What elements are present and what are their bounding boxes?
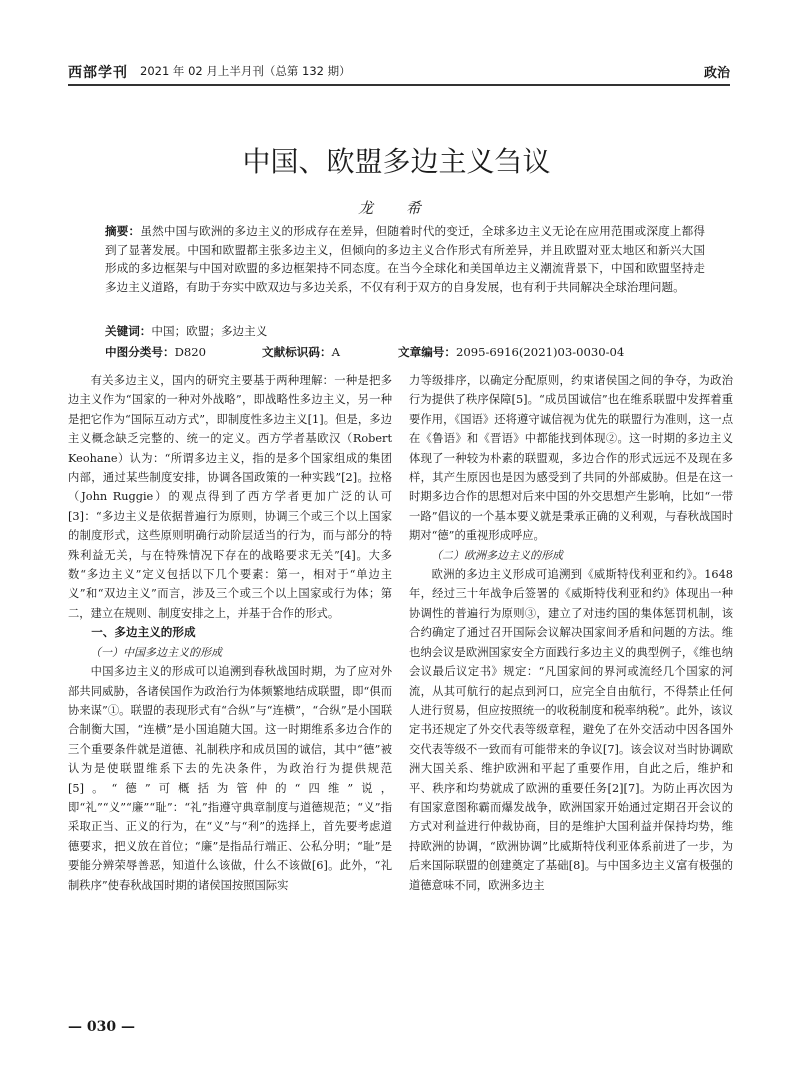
issue-info: 2021 年 02 月上半月刊（总第 132 期） [140, 64, 351, 78]
abstract [105, 222, 705, 296]
body-column-right [409, 371, 733, 895]
clc-number: 中图分类号：D820 [105, 345, 207, 359]
section-tag: 政治 [703, 66, 730, 81]
subsection-heading: （二）欧洲多边主义的形成 [431, 548, 563, 562]
keywords-text: 中国；欧盟；多边主义 [151, 324, 268, 338]
abstract-text: 虽然中国与欧洲的多边主义的形成存在差异，但随着时代的变迁，全球多边主义无论在应用范围或深度上都得到了显著发展。中国和欧盟都主张多边主义，但倾向的多边主义合作形式有所差异，并且欧盟对亚太地区和新兴大国形成的多边框架与中国对欧盟的多边框架持不同态度。在当今全球化和美国单边主义潮流背景下，中国和欧盟坚持走多边主义道路，有助于夯实中欧双边与多边关系，不仅有利于双方的自身发展，也有利于共同解决全球治理问题。 [105, 224, 705, 294]
journal-logo: 西部学刊 [68, 65, 128, 81]
section-heading: 一、多边主义的形成 [91, 625, 196, 640]
europe-paragraph: 欧洲的多边主义形成可追溯到《威斯特伐利亚和约》。1648 年，经过三十年战争后签署的《威斯特伐利亚和约》体现出一种协调性的普遍行为原则③，建立了对违约国的集体惩罚机制，该合约确定了通过召开国际会议解决国家间矛盾和问题的方法。维也纳会议是欧洲国家安全方面践行多边主义的典型例子，《维也纳会议最后议定书》规定：“凡国家间的界河或流经几个国家的河流，从其可航行的起点到河口，应完全自由航行，不得禁止任何人进行贸易，但应按照统一的收税制度和税率纳税”。此外，该议定书还规定了外交代表等级章程，避免了在外交活动中因各国外交代表等级不一致而有可能带来的争议[7]。该会议对当时协调欧洲大国关系、维护欧洲和平起了重要作用，自此之后，维护和平、秩序和均势就成了欧洲的重要任务[2][7]。为防止再次因为有国家意图称霸而爆发战争，欧洲国家开始通过定期召开会议的方式对利益进行仲裁协商，目的是维护大国利益并保持均势，维持欧洲的协调，“欧洲协调”比威斯特伐利亚体系前进了一步，为后来国际联盟的创建奠定了基础[8]。与中国多边主义富有极强的道德意味不同，欧洲多边主 [409, 568, 733, 892]
abstract-label: 摘要： [105, 224, 141, 238]
china-paragraph: 中国多边主义的形成可以追溯到春秋战国时期，为了应对外部共同威胁，各诸侯国作为政治行为体频繁地结成联盟，即“俱而协来谋”①。联盟的表现形式有“合纵”与“连横”，“合纵”是小国联合制衡大国，“连横”是小国追随大国。这一时期维系多边合作的三个重要条件就是道德、礼制秩序和成员国的诚信，其中“德”被认为是使联盟维系下去的先决条件，为政治行为提供规范[5]。“德”可概括为管仲的“四维”说，即“礼”“义”“廉”“耻”：“礼”指遵守典章制度与道德规范；“义”指采取正当、正义的行为，在“义”与“利”的选择上，首先要考虑道德要求，把义放在首位；“廉”是指品行端正、公私分明；“耻”是要能分辨荣辱善恶，知道什么该做，什么不该做[6]。此外，“礼制秩序”使春秋战国时期的诸侯国按照国际实 [68, 665, 392, 892]
subsection-heading: （一）中国多边主义的形成 [90, 645, 222, 659]
page-number: — 030 — [68, 1019, 135, 1035]
article-title: 中国、欧盟多边主义刍议 [242, 145, 551, 178]
body-column-left [68, 371, 392, 895]
intro-paragraph: 有关多边主义，国内的研究主要基于两种理解：一种是把多边主义作为“国家的一种对外战略”，即战略性多边主义，另一种是把它作为“国际互动方式”，即制度性多边主义[1]。但是，多边主义概念缺乏完整的、统一的定义。西方学者基欧汉（Robert Keohane）认为：“所谓多边主义，指的是多个国家组成的集团内部，通过某些制度安排，协调各国政策的一种实践”[2]。拉格（John Ruggie）的观点得到了西方学者更加广泛的认可[3]：“多边主义是依据普遍行为原则，协调三个或三个以上国家的制度形式，这些原则明确行动阶层适当的行为，而与部分的特殊利益无关，与在特殊情况下存在的战略要求无关”[4]。大多数“多边主义”定义包括以下几个要素：第一，相对于“单边主义”和“双边主义”而言，涉及三个或三个以上国家或行为体；第二，建立在规则、制度安排之上，并基于合作的形式。 [68, 374, 392, 620]
author-name: 龙 希 [358, 199, 435, 217]
document-code: 文献标识码：A [262, 345, 340, 359]
china-paragraph-continued: 力等级排序，以确定分配原则，约束诸侯国之间的争夺，为政治行为提供了秩序保障[5]。“成员国诚信”也在维系联盟中发挥着重要作用，《国语》还将遵守诚信视为优先的联盟行为准则，这一点在《鲁语》和《晋语》中都能找到体现②。这一时期的多边主义体现了一种较为朴素的联盟观，多边合作的形式远远不及现在多样，其产生原因也是因为感受到了共同的外部威胁。但是在这一时期多边合作的思想对后来中国的外交思想产生影响，比如“一带一路”倡议的一个基本要义就是秉承正确的义利观，与春秋战国时期对“德”的重视形成呼应。 [409, 374, 733, 543]
keywords [105, 323, 267, 339]
running-header [68, 58, 730, 86]
article-number: 文章编号：2095-6916(2021)03-0030-04 [398, 345, 625, 359]
keywords-label: 关键词： [105, 324, 152, 338]
